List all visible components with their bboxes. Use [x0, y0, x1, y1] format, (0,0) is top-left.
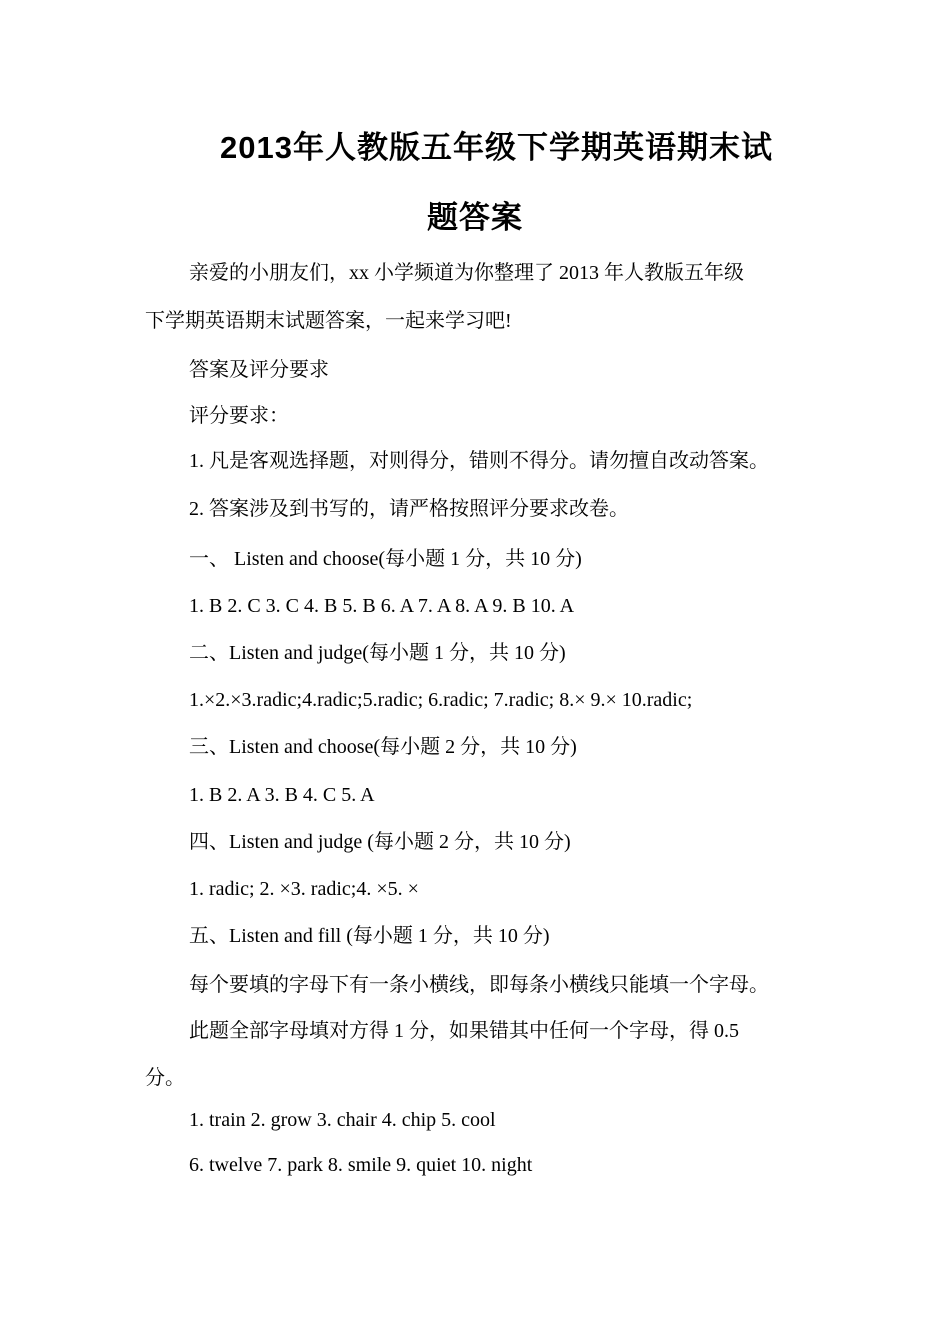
document-title-line-2: 题答案 — [427, 200, 523, 235]
part-3-heading: 三、Listen and choose(每小题 2 分，共 10 分) — [189, 736, 577, 758]
grading-rule-2: 2. 答案涉及到书写的，请严格按照评分要求改卷。 — [189, 498, 629, 520]
part-4-heading: 四、Listen and judge (每小题 2 分，共 10 分) — [189, 831, 571, 853]
part-3-answers: 1. B 2. A 3. B 4. C 5. A — [189, 784, 375, 806]
grading-rule-1: 1. 凡是客观选择题，对则得分，错则不得分。请勿擅自改动答案。 — [189, 450, 769, 472]
part-5-instruction-3: 分。 — [145, 1067, 185, 1089]
grading-heading: 评分要求： — [189, 405, 289, 427]
intro-paragraph-line-1: 亲爱的小朋友们，xx 小学频道为你整理了 2013 年人教版五年级 — [189, 262, 744, 284]
part-4-answers: 1. radic; 2. ×3. radic;4. ×5. × — [189, 878, 419, 900]
intro-paragraph-line-2: 下学期英语期末试题答案，一起来学习吧! — [145, 310, 512, 332]
part-5-answers-1: 1. train 2. grow 3. chair 4. chip 5. cool — [189, 1109, 496, 1131]
part-1-heading: 一、 Listen and choose(每小题 1 分，共 10 分) — [189, 548, 582, 570]
part-1-answers: 1. B 2. C 3. C 4. B 5. B 6. A 7. A 8. A 9. B 10. A — [189, 595, 575, 617]
part-5-heading: 五、Listen and fill (每小题 1 分，共 10 分) — [189, 925, 550, 947]
section-heading: 答案及评分要求 — [189, 359, 329, 381]
document-title-line-1: 2013年人教版五年级下学期英语期末试 — [220, 130, 773, 165]
part-2-answers: 1.×2.×3.radic;4.radic;5.radic; 6.radic; 7.radic; 8.× 9.× 10.radic; — [189, 689, 693, 711]
part-5-answers-2: 6. twelve 7. park 8. smile 9. quiet 10. night — [189, 1154, 533, 1176]
part-5-instruction-2: 此题全部字母填对方得 1 分，如果错其中任何一个字母，得 0.5 — [189, 1020, 739, 1042]
part-2-heading: 二、Listen and judge(每小题 1 分，共 10 分) — [189, 642, 566, 664]
part-5-instruction-1: 每个要填的字母下有一条小横线，即每条小横线只能填一个字母。 — [189, 974, 769, 996]
